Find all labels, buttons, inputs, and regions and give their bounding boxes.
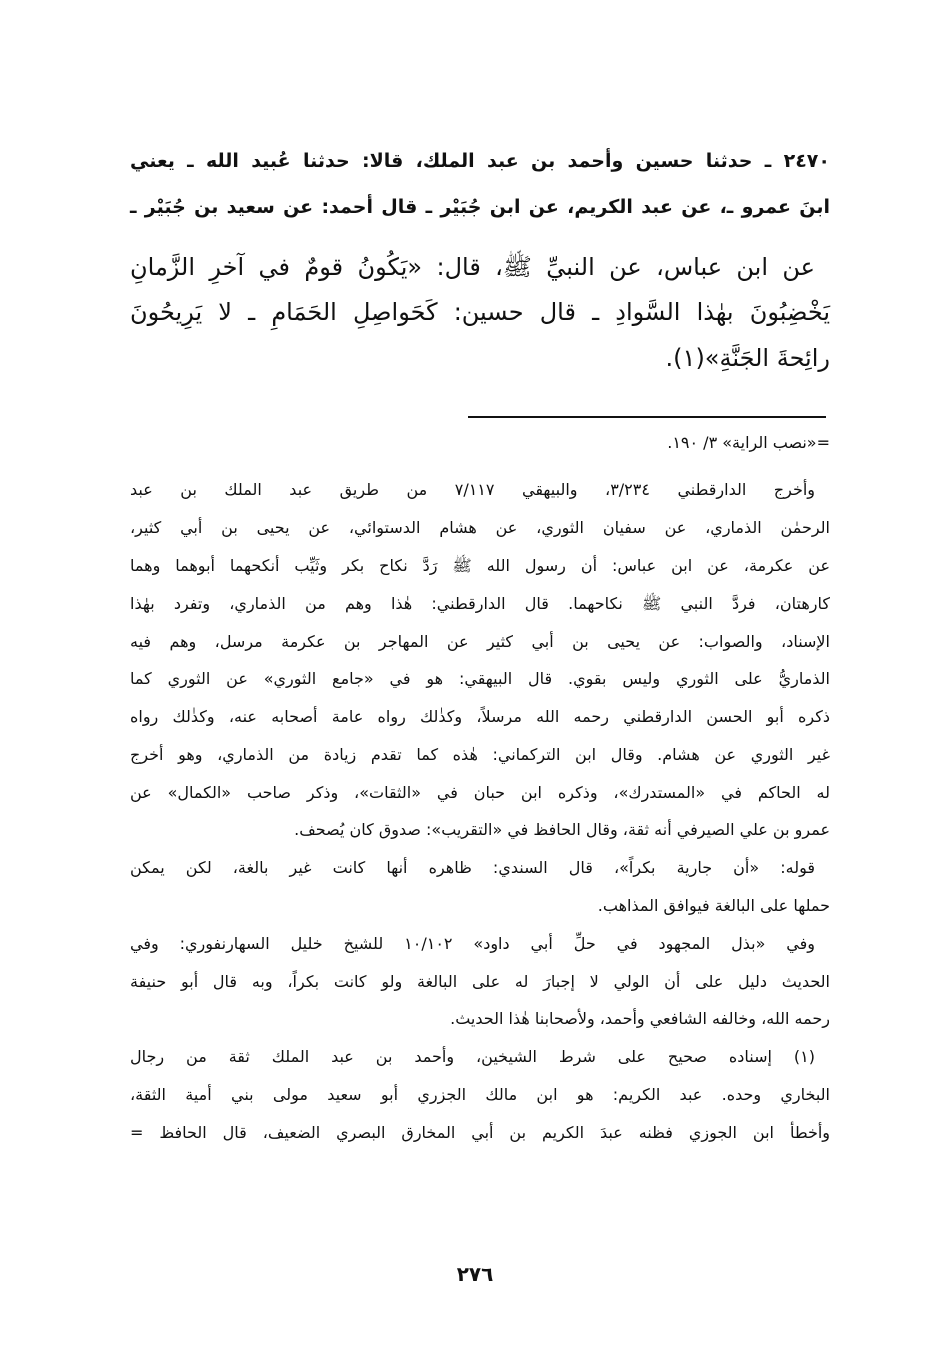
footnote-line: عن عكرمة، عن ابن عباس: أن رسول الله ﷺ رَدَّ نكاح بكر وثَيِّب أنكحهما أبوهما وهما [130, 556, 830, 575]
hadith-line: يَخْضِبُونَ بهٰذا السَّوادِ ـ قال حسين: كَحَواصِلِ الحَمَامِ ـ لا يَرِيحُونَ [130, 298, 830, 326]
hadith-line: ٢٤٧٠ ـ حدثنا حسين وأحمد بن عبد الملك، قالا: حدثنا عُبيد الله ـ يعني [130, 150, 830, 172]
footnote-line: كارهتان، فردَّ النبي ﷺ نكاحهما. قال الدارقطني: هٰذا وهم من الذماري، وتفرد بهٰذا [130, 594, 830, 613]
footnote-line: عمرو بن علي الصيرفي أنه ثقة، وقال الحافظ في «التقريب»: صدوق كان يُصحف. [294, 820, 830, 839]
footnote-line: له الحاكم في «المستدرك»، وذكره ابن حبان في «الثقات»، وذكر صاحب «الكمال» عن [130, 783, 830, 802]
footnote-line: قوله: «أن جارية بكراً»، قال السندي: ظاهره أنها كانت غير بالغة، لكن يمكن [130, 858, 815, 877]
footnote-line: حملها على البالغة فيوافق المذاهب. [597, 896, 830, 915]
footnote-line: غير الثوري عن هشام. وقال ابن التركماني: هٰذه كما تقدم زيادة من الذماري، وهو أخرج [130, 745, 830, 764]
footnote-line: وفي «بذل المجهود في حلِّ أبي داود» ١٠/١٠٢ للشيخ خليل السهارنفوري: وفي [130, 934, 815, 953]
footnote-line: ذكره أبو الحسن الدارقطني رحمه الله مرسلاً، وكذٰلك رواه عامة أصحابه عنه، وكذٰلك رواه [130, 707, 830, 726]
hadith-line: ابنَ عمرو ـ، عن عبد الكريم، عن ابن جُبَيْر ـ قال أحمد: عن سعيد بن جُبَيْر ـ [130, 196, 830, 218]
footnote-separator [468, 416, 826, 418]
footnote-line: الإسناد، والصواب: عن يحيى بن أبي كثير عن المهاجر بن عكرمة مرسل، وهم فيه [130, 632, 830, 651]
page-number: ٢٧٦ [456, 1262, 494, 1286]
footnote-line: البخاري وحده. عبد الكريم: هو ابن مالك الجزري أبو سعيد مولى بني أمية الثقة، [130, 1085, 830, 1104]
hadith-line: رائِحةَ الجَنَّةِ»(١). [665, 344, 830, 372]
footnote-line: وأخرج الدارقطني ٣/٢٣٤، والبيهقي ٧/١١٧ من طريق عبد الملك بن عبد [130, 480, 816, 499]
footnote-line: رحمه الله، وخالفه الشافعي وأحمد، ولأصحابنا هٰذا الحديث. [450, 1009, 830, 1028]
footnote-line: الذماريُّ على الثوري وليس بقوي. قال البيهقي: هو في «جامع الثوري» عن الثوري كما [130, 669, 830, 688]
hadith-line: عن ابن عباس، عن النبيِّ ﷺ، قال: «يَكُونُ قومٌ في آخرِ الزَّمانِ [130, 253, 815, 281]
footnote-line: وأخطأ ابن الجوزي فظنه عبدَ الكريم بن أبي المخارق البصري الضعيف، قال الحافظ = [130, 1123, 830, 1142]
footnote-line: الحديث دليل على أن الولي لا إجبارَ له على البالغة ولو كانت بكراً، وبه قال أبو حنيفة [130, 972, 830, 991]
footnote-line: الرحمٰن الذماري، عن سفيان الثوري، عن هشام الدستوائي، عن يحيى بن أبي كثير، [130, 518, 830, 537]
footnote-line: =«نصب الراية» ٣/ ١٩٠. [667, 433, 830, 452]
footnote-line: (١) إسناده صحيح على شرط الشيخين، وأحمد بن عبد الملك ثقة من رجال [130, 1047, 815, 1066]
